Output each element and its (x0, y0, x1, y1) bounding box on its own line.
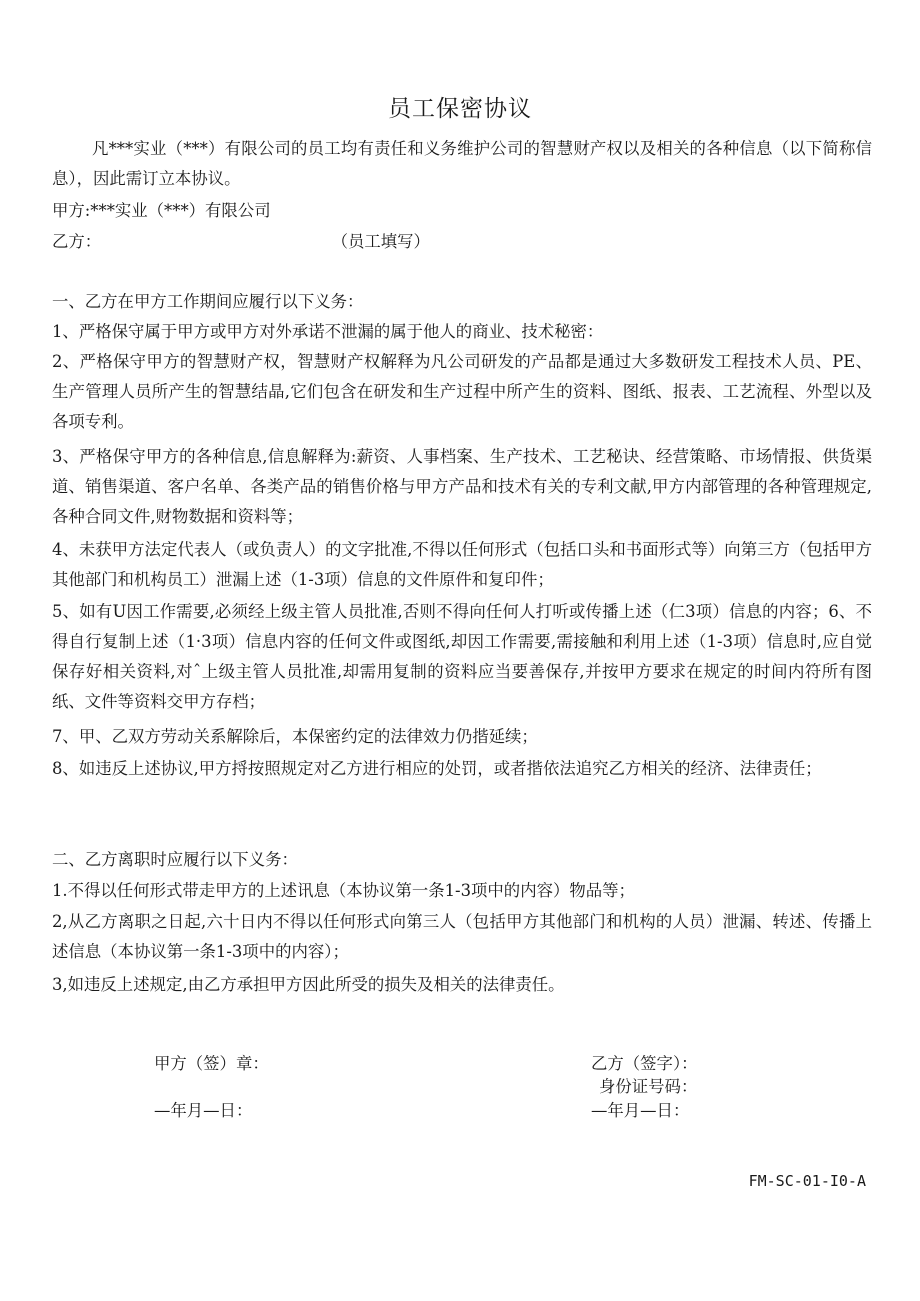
section1-item-4: 4、未获甲方法定代表人（或负责人）的文字批准,不得以任何形式（包括口头和书面形式等）向第三方（包括甲方其他部门和机构员工）泄漏上述（1-3项）信息的文件原件和复印件； (52, 540, 872, 589)
section2-heading: 二、乙方离职时应履行以下义务： (52, 850, 298, 869)
party-b-line (52, 227, 430, 257)
section1-item-5-6: 5、如有U因工作需要,必须经上级主管人员批准,否则不得向任何人打听或传播上述（仁3项）信息的内容；6、不得自行复制上述（1·3项）信息内容的任何文件或图纸,却因工作需要,需接触和利用上述（1-3项）信息时,应自觉保存好相关资料,对ˆ上级主管人员批准,却需用复制的资料应当要善保存,并按甲方要求在规定的时间内符所有图纸、文件等资料交甲方存档； (52, 602, 873, 711)
section2-item-1: 1.不得以任何形式带走甲方的上述讯息（本协议第一条1-3项中的内容）物品等； (52, 881, 635, 900)
section2-item-2: 2,从乙方离职之日起,六十日内不得以任何形式向第三人（包括甲方其他部门和机构的人员）泄漏、转述、传播上述信息（本协议第一条1-3项中的内容）； (52, 912, 872, 961)
party-a-seal-label: 甲方（签）章： (154, 1054, 269, 1073)
party-b-id-label: 身份证号码： (599, 1077, 698, 1096)
party-b-sign-label: 乙方（签字）： (591, 1054, 698, 1073)
section1-item-8: 8、如违反上述协议,甲方捋按照规定对乙方进行相应的处罚，或者揩依法追究乙方相关的经济、法律责任； (52, 759, 822, 778)
section1-item-7: 7、甲、乙双方劳动关系解除后，本保密约定的法律效力仍揩延续； (52, 727, 538, 746)
form-code: FM-SC-01-I0-A (748, 1172, 866, 1190)
section1-heading: 一、乙方在甲方工作期间应履行以下义务： (52, 292, 364, 311)
party-a-date-label: —年月—日： (154, 1101, 253, 1120)
intro-paragraph: 凡***实业（***）有限公司的员工均有责任和义务维护公司的智慧财产权以及相关的各种信息（以下简称信息），因此需订立本协议。 (52, 139, 872, 188)
document-title: 员工保密协议 (388, 96, 532, 122)
party-b-date-label: —年月—日： (591, 1101, 690, 1120)
party-a-line: 甲方:***实业（***）有限公司 (52, 201, 271, 220)
party-b-note: （员工填写） (331, 232, 430, 251)
section1-item-3: 3、严格保守甲方的各种信息,信息解释为:薪资、人事档案、生产技术、工艺秘诀、经营策略、市场情报、供货渠道、销售渠道、客户名单、各类产品的销售价格与甲方产品和技术有关的专利文献,甲方内部管理的各种管理规定,各种合同文件,财物数据和资料等； (52, 447, 872, 526)
section1-item-1: 1、严格保守属于甲方或甲方对外承诺不泄漏的属于他人的商业、技术秘密： (52, 322, 604, 341)
section1-item-2: 2、严格保守甲方的智慧财产权，智慧财产权解释为凡公司研发的产品都是通过大多数研发工程技术人员、PE、生产管理人员所产生的智慧结晶,它们包含在研发和生产过程中所产生的资料、图纸、报表、工艺流程、外型以及各项专利。 (52, 352, 872, 431)
party-b-label: 乙方： (52, 232, 102, 251)
section2-item-3: 3,如违反上述规定,由乙方承担甲方因此所受的损失及相关的法律责任。 (52, 975, 565, 994)
